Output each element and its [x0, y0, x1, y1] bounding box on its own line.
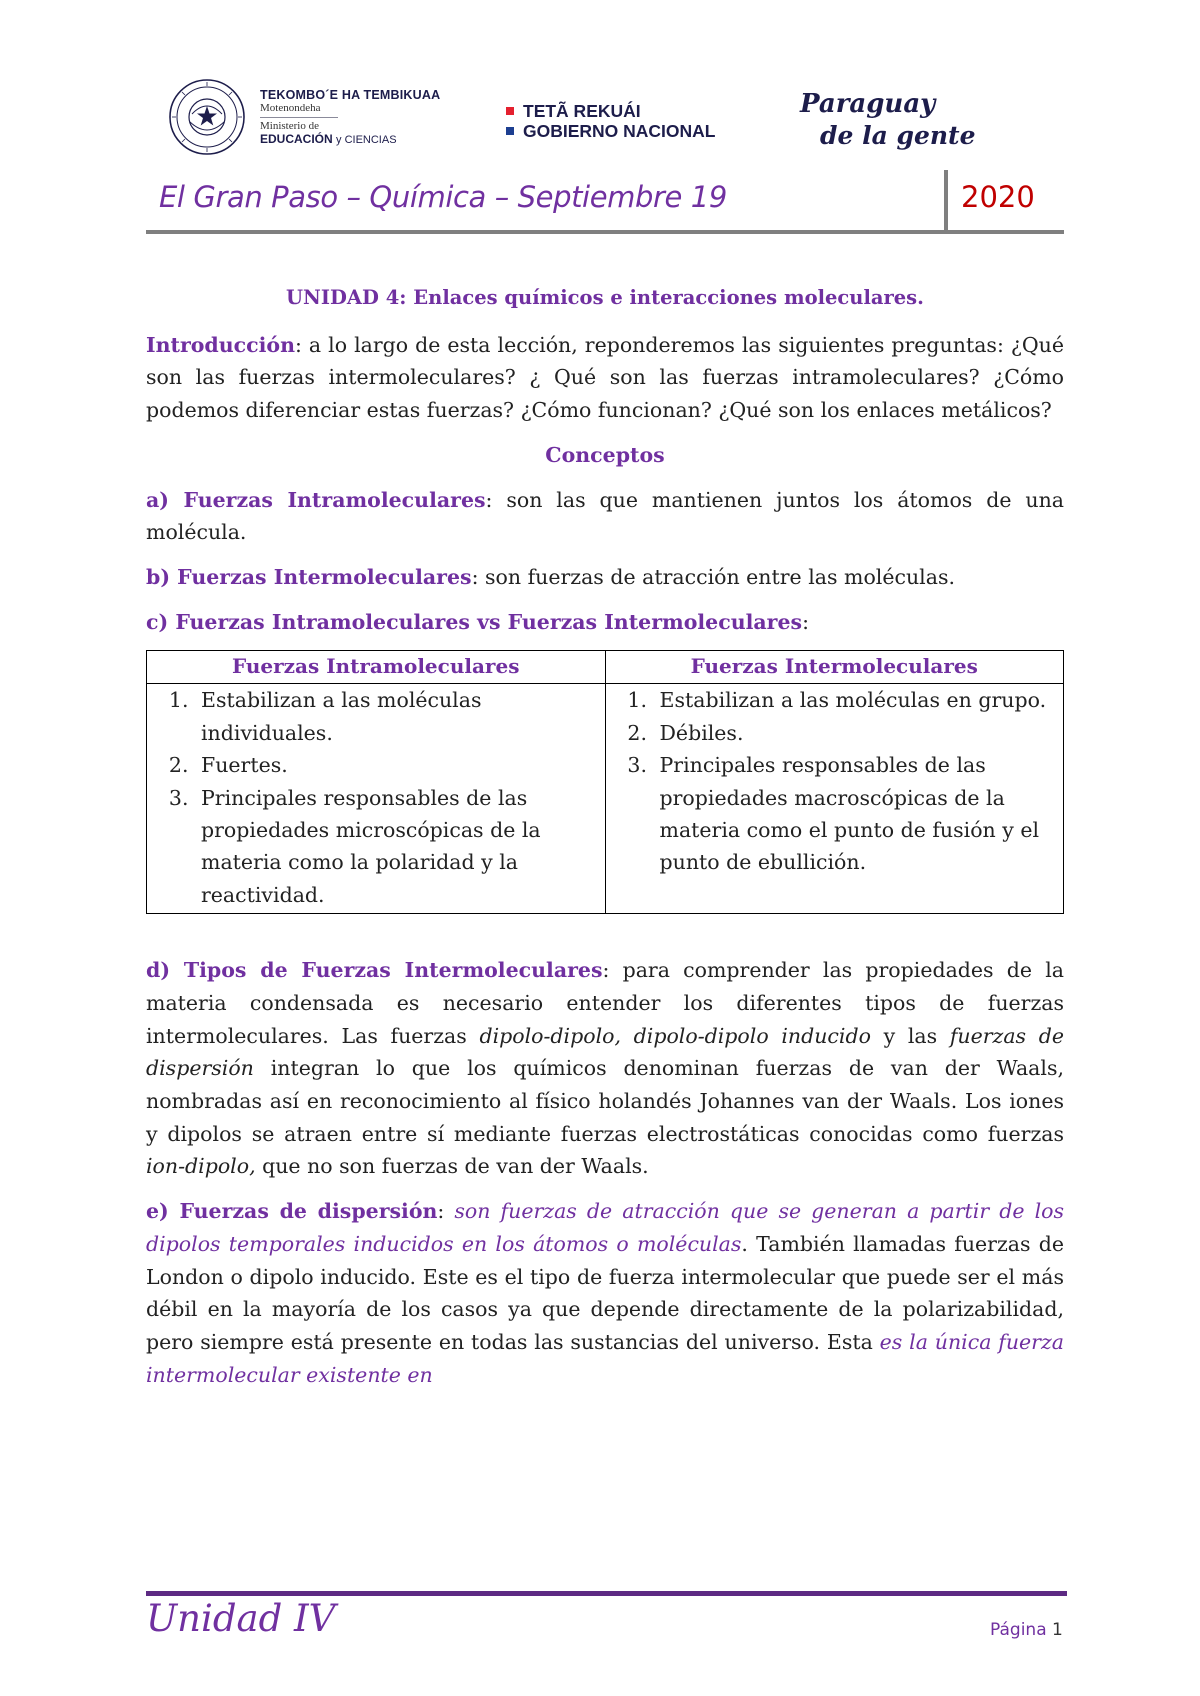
ministry-name: EDUCACIÓN y CIENCIAS — [260, 132, 397, 146]
ministry-prefix: Ministerio de — [260, 120, 319, 132]
ministry-subtitle: Motenondeha — [260, 102, 321, 114]
title-bar — [146, 170, 1064, 236]
list-item: 1. Estabilizan a las moléculas individuales. — [195, 684, 599, 749]
concept-c-label: c) Fuerzas Intramoleculares vs Fuerzas Intermoleculares — [146, 609, 803, 634]
concept-a — [146, 484, 1064, 549]
intermolecular-cell — [605, 684, 1064, 914]
document-title: El Gran Paso – Química – Septiembre 19 — [159, 180, 727, 214]
concept-c — [146, 606, 1064, 639]
list-item: 3. Principales responsables de las propiedades microscópicas de la materia como la polaridad y la reactividad. — [195, 782, 599, 912]
logo-header — [168, 78, 976, 168]
government-name: GOBIERNO NACIONAL — [523, 121, 716, 141]
government-logo — [506, 101, 716, 141]
concept-e: e) Fuerzas de dispersión: son fuerzas de atracción que se generan a partir de los dipolos temporales inducidos en los átomos o moléculas. También llamadas fuerzas de London o dipolo inducido. Este es el tipo de fuerza intermolecular que puede ser el más débil en la mayoría de los casos ya que depende directamente de la polarizabilidad, pero siempre está presente en todas las sustancias del universo. Esta es la única fuerza intermolecular existente en — [146, 1199, 1065, 1387]
footer-rule — [146, 1591, 1067, 1596]
intro-paragraph — [146, 329, 1064, 427]
svg-text:Paraguay: Paraguay — [800, 89, 936, 119]
concepts-heading: Conceptos — [545, 442, 665, 467]
comparison-table — [146, 650, 1064, 914]
concept-c-text: : — [802, 609, 809, 634]
ministry-logo — [260, 88, 440, 146]
title-divider — [944, 170, 948, 230]
intro-text: : a lo largo de esta lección, reponderemos las siguientes preguntas: ¿Qué son las fuerzas intermoleculares? ¿ Qué son las fuerzas intramoleculares? ¿Cómo podemos diferenciar estas fuerzas? ¿Cómo funcionan? ¿Qué son los enlaces metálicos? — [146, 332, 1064, 423]
table-row — [147, 684, 1064, 914]
concept-d-label: d) Tipos de Fuerzas Intermoleculares — [146, 958, 603, 983]
national-seal-icon — [168, 78, 246, 156]
concept-a-text: : son las que mantienen juntos los átomos de una molécula. — [146, 487, 1064, 545]
red-square-icon — [506, 107, 514, 115]
blue-square-icon — [506, 127, 514, 135]
concept-b — [146, 561, 1064, 594]
footer-page-number: Página 1 — [990, 1620, 1063, 1640]
svg-text:de la gente: de la gente — [820, 121, 976, 150]
concept-e-label: e) Fuerzas de dispersión — [146, 1199, 438, 1224]
paraguay-de-la-gente-logo — [798, 82, 976, 162]
government-guarani-name: TETÃ REKUÁI — [523, 101, 641, 121]
intramolecular-cell — [147, 684, 606, 914]
list-item: 3. Principales responsables de las propiedades macroscópicas de la materia como el punto de fusión y el punto de ebullición. — [654, 749, 1058, 879]
list-item: 1. Estabilizan a las moléculas en grupo. — [654, 684, 1058, 716]
table-header-intramolecular: Fuerzas Intramoleculares — [147, 651, 606, 684]
unit-title: UNIDAD 4: Enlaces químicos e interacciones moleculares. — [286, 286, 924, 309]
footer-unit-label: Unidad IV — [146, 1597, 336, 1640]
intro-label: Introducción — [146, 332, 296, 357]
concept-b-label: b) Fuerzas Intermoleculares — [146, 564, 472, 589]
document-year: 2020 — [961, 180, 1035, 214]
document-body — [146, 282, 1064, 1391]
table-header-intermolecular: Fuerzas Intermoleculares — [605, 651, 1064, 684]
list-item: 2. Fuertes. — [195, 749, 599, 781]
list-item: 2. Débiles. — [654, 717, 1058, 749]
title-underline — [146, 230, 1064, 234]
concept-b-text: : son fuerzas de atracción entre las moléculas. — [471, 564, 955, 589]
concept-d: d) Tipos de Fuerzas Intermoleculares: para comprender las propiedades de la materia condensada es necesario entender los diferentes tipos de fuerzas intermoleculares. Las fuerzas dipolo-dipolo, dipolo-dipolo inducido y las fuerzas de dispersión integran lo que los químicos denominan fuerzas de van der Waals, nombradas así en reconocimiento al físico holandés Johannes van der Waals. Los iones y dipolos se atraen entre sí mediante fuerzas electrostáticas conocidas como fuerzas ion-dipolo, que no son fuerzas de van der Waals. — [146, 958, 1064, 1179]
concept-a-label: a) Fuerzas Intramoleculares — [146, 487, 486, 512]
ministry-guarani-name: TEKOMBO´E HA TEMBIKUAA — [260, 88, 441, 102]
